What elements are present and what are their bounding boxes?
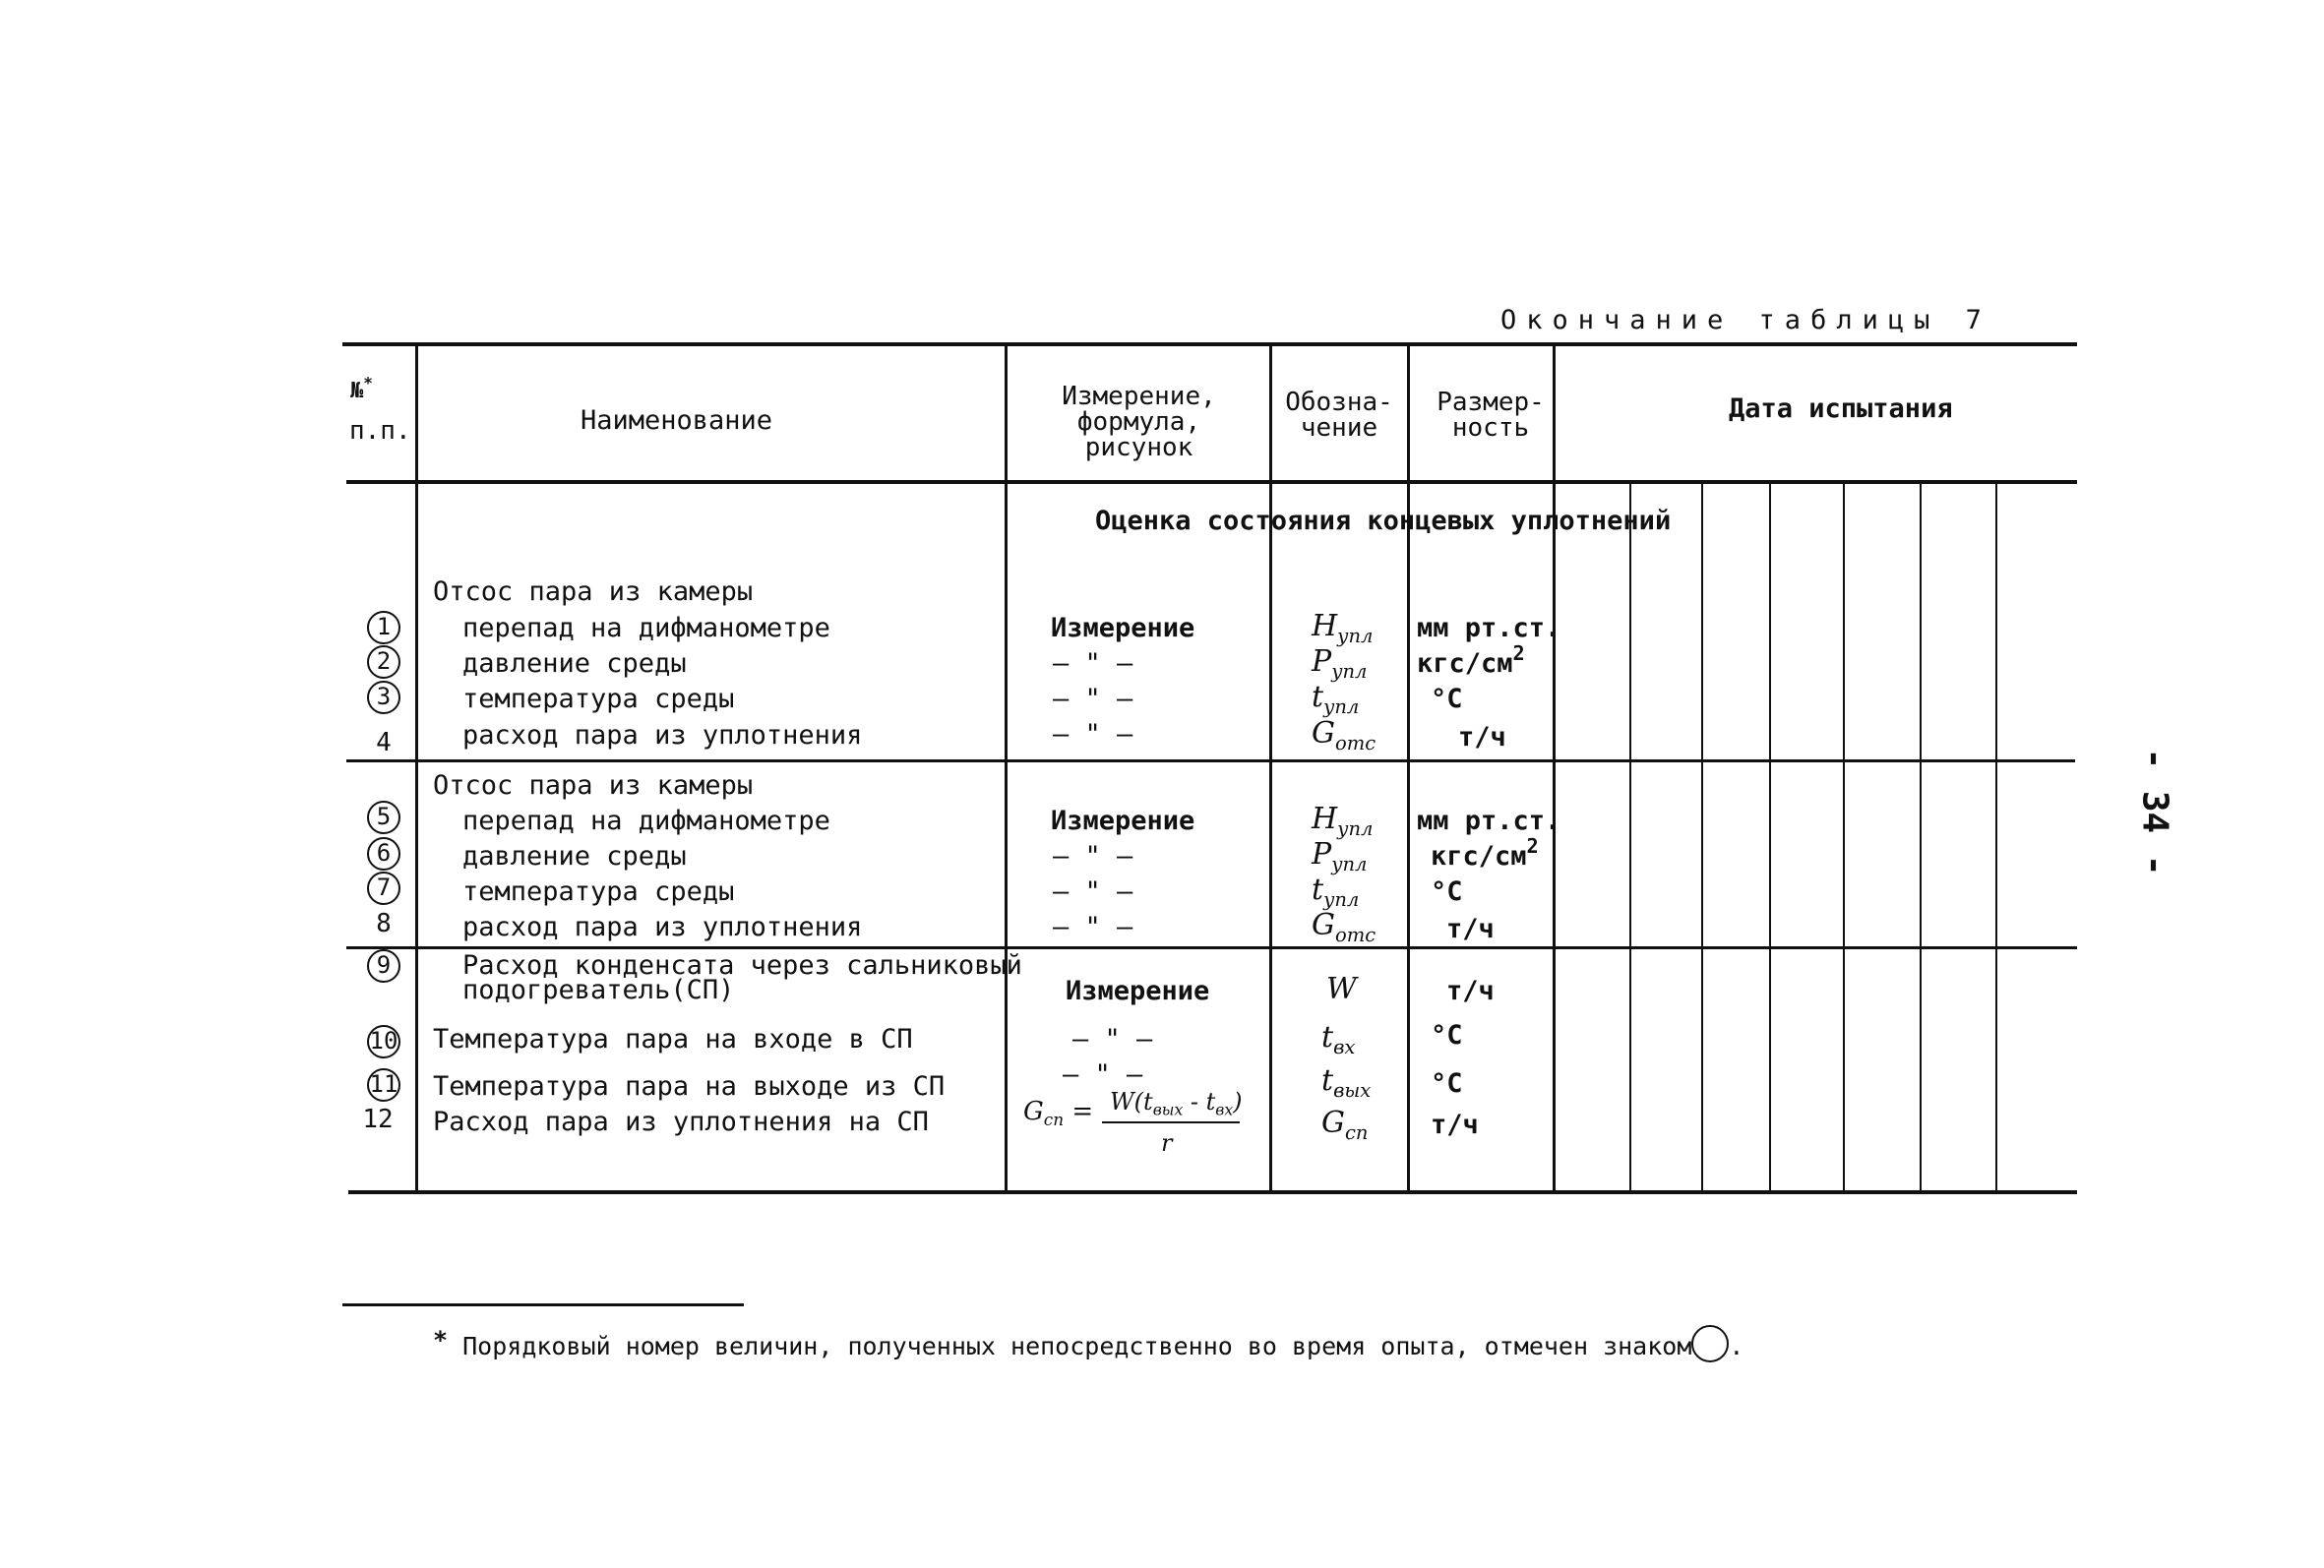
- group1-bottom-rule: [346, 759, 2075, 762]
- group2-bottom-rule: [346, 946, 2077, 949]
- group2-title: Отсос пара из камеры: [433, 770, 754, 801]
- circle-mark-icon: [1691, 1325, 1729, 1362]
- col-rule-num: [415, 342, 418, 1192]
- row-symbol: $P_{упл}$: [1312, 837, 1368, 875]
- row-name: перепад на дифманометре: [462, 613, 830, 643]
- row-number-circled: 10: [367, 1025, 400, 1058]
- col-rule-unit: [1553, 342, 1556, 1192]
- header-bottom-rule: [346, 480, 2077, 484]
- row-unit: мм рт.ст.: [1417, 806, 1561, 836]
- row-symbol: $t_{вх}$: [1321, 1020, 1356, 1058]
- row-method: — " —: [1053, 876, 1133, 907]
- row-number-circled: 2: [367, 645, 400, 679]
- row-unit: °C: [1431, 1068, 1463, 1099]
- row-symbol: $H_{упл}$: [1312, 609, 1374, 647]
- row-number-circled: 9: [367, 949, 400, 983]
- row-unit: °C: [1431, 1020, 1463, 1051]
- section-title: Оценка состояния концевых уплотнений: [1095, 506, 1672, 536]
- row-number-circled: 1: [367, 611, 400, 644]
- row-unit: т/ч: [1458, 722, 1506, 753]
- row-name: температура среды: [462, 684, 735, 714]
- header-date: Дата испытания: [1729, 393, 1953, 424]
- col-rule-method: [1269, 342, 1272, 1192]
- footnote-rule: [342, 1303, 744, 1306]
- row-unit: кгс/$см^2$: [1431, 833, 1539, 872]
- row-symbol: $G_{отс}$: [1312, 908, 1376, 946]
- header-num-pp: п.п.: [349, 416, 411, 446]
- row-name: расход пара из уплотнения: [462, 720, 863, 751]
- row-symbol: $G_{сп}$: [1321, 1106, 1369, 1144]
- row-name: перепад на дифманометре: [462, 806, 830, 836]
- col-rule-symbol: [1407, 342, 1410, 1192]
- row-symbol: $G_{отс}$: [1312, 716, 1376, 754]
- row-unit: кгс/$см^2$: [1417, 640, 1525, 679]
- row-name: Расход конденсата через сальниковый подогреватель(СП): [462, 950, 1022, 1005]
- row-name: Расход пара из уплотнения на СП: [433, 1107, 929, 1137]
- group1-title: Отсос пара из камеры: [433, 576, 754, 607]
- formula-denominator: r: [1161, 1129, 1173, 1157]
- row-name: Температура пара на выходе из СП: [433, 1071, 946, 1102]
- formula-numerator: $W(t_{вых} - t_{вх})$: [1110, 1088, 1243, 1119]
- row-name: давление среды: [462, 841, 687, 872]
- row-number-circled: 11: [367, 1068, 400, 1102]
- row-number-circled: 6: [367, 837, 400, 871]
- row-symbol: $P_{упл}$: [1312, 644, 1368, 683]
- row-unit: т/ч: [1446, 914, 1495, 944]
- row-number: 8: [376, 909, 392, 938]
- col-rule-name: [1005, 342, 1008, 1192]
- row-symbol: $t_{вых}$: [1321, 1063, 1372, 1102]
- row-method: Измерение: [1066, 976, 1210, 1006]
- page-number: - 34 -: [2134, 748, 2175, 876]
- row-name: расход пара из уплотнения: [462, 912, 863, 942]
- row-name: температура среды: [462, 876, 735, 907]
- table-caption: Окончание таблицы 7: [1500, 305, 1991, 335]
- table-bottom-rule: [348, 1190, 2077, 1194]
- date-col-rule-2: [1701, 482, 1703, 1192]
- row-unit: т/ч: [1431, 1110, 1479, 1140]
- row-number-circled: 7: [367, 872, 400, 905]
- table-top-rule: [342, 342, 2077, 346]
- row-symbol: $t_{упл}$: [1312, 680, 1360, 718]
- header-name: Наименование: [581, 405, 773, 436]
- row-unit: °C: [1431, 684, 1463, 714]
- row-symbol: W: [1326, 972, 1357, 1006]
- row-number-circled: 3: [367, 681, 400, 714]
- header-method: Измерение, формула, рисунок: [1062, 382, 1216, 462]
- formula-lhs: $G_{сп}$ =: [1023, 1097, 1094, 1129]
- date-col-rule-1: [1629, 482, 1631, 1192]
- row-unit: °C: [1431, 876, 1463, 907]
- header-unit: Размер- ность: [1437, 388, 1545, 443]
- row-symbol: $t_{упл}$: [1312, 873, 1360, 911]
- row-number: 12: [362, 1105, 394, 1134]
- footnote: * Порядковый номер величин, полученных непосредственно во время опыта, отмечен знаком .: [433, 1326, 1744, 1360]
- row-unit: мм рт.ст.: [1417, 613, 1561, 643]
- row-number-circled: 5: [367, 801, 400, 834]
- row-method: — " —: [1053, 841, 1133, 872]
- row-name: давление среды: [462, 648, 687, 679]
- row-number: 4: [376, 728, 392, 757]
- header-num: №*: [350, 373, 373, 403]
- date-col-rule-5: [1920, 482, 1922, 1192]
- date-col-rule-4: [1843, 482, 1845, 1192]
- row-method: Измерение: [1051, 613, 1195, 643]
- row-unit: т/ч: [1446, 976, 1495, 1006]
- row-method: — " —: [1053, 684, 1133, 714]
- row-name: Температура пара на входе в СП: [433, 1024, 913, 1055]
- row-method: — " —: [1053, 648, 1133, 679]
- row-method: — " —: [1063, 1059, 1143, 1090]
- date-col-rule-6: [1995, 482, 1997, 1192]
- row-method: — " —: [1053, 912, 1133, 942]
- row-method: — " —: [1053, 719, 1133, 750]
- row-method: Измерение: [1051, 806, 1195, 836]
- row-method: — " —: [1072, 1024, 1153, 1055]
- date-col-rule-3: [1769, 482, 1771, 1192]
- row-symbol: $H_{упл}$: [1312, 802, 1374, 840]
- header-symbol: Обозна- чение: [1285, 388, 1393, 443]
- formula-fraction-bar: [1102, 1121, 1240, 1123]
